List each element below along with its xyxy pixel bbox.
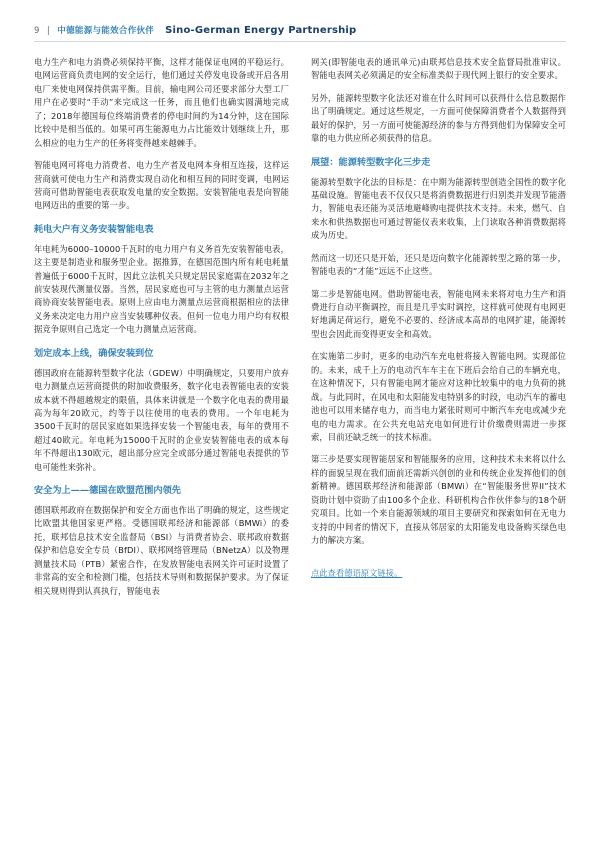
paragraph: 电力生产和电力消费必须保持平衡，这样才能保证电网的平稳运行。电网运营商负责电网的安全运行，他们通过关停发电设备或开启各用电厂来使电网保持供需平衡。目前，输电网公司还要求部分大型工厂用户在必要时“手动”来完成这一任务，而且他们也确实圆满地完成了；2018年德国每位终端消费者的停电时间约为14分钟，这在国际比较中是相当低的。如果可再生能源电力占比能效计划继续上升，那么相应的电力生产的任务将变得越来越棘手。 bbox=[34, 57, 289, 148]
paragraph: 第二步是智能电网。借助智能电表，智能电网未来将对电力生产和消费进行自动平衡调控，而且是几乎实时调控，这样就可使现有电网更好地满足荷运行，避免不必要的、经济成本高昂的电网扩建，能源转型也会因此而变得更安全和高效。 bbox=[311, 288, 566, 339]
paragraph: 德国政府在能源转型数字化法（GDEW）中明确规定，只要用户放弃电力测量点运营商提供的附加收费服务，数字化电表智能电表的安装成本就不得超越规定的限值，具体来讲就是一个数字化电表的费用最高为每年20欧元，约等于以往使用的电表的费用。一个年电耗为3500千瓦时的居民家庭如果选择安装一个智能电表，每年的费用不超过40欧元。年电耗为15000千瓦时的企业安装智能电表的成本每年不得超出130欧元，超出部分应完全或部分通过智能电表提供的节电可能性来弥补。 bbox=[34, 367, 289, 472]
page-header bbox=[34, 0, 566, 42]
paragraph: 然而这一切还只是开始，还只是迈向数字化能源转型之路的第一步，智能电表的“才能”远远不止这些。 bbox=[311, 252, 566, 277]
left-column bbox=[34, 56, 289, 607]
paragraph: 另外，能源转型数字化法还对谁在什么时间可以获得什么信息数据作出了明确规定。通过这些规定，一方面可使保障消费者个人数据得到最好的保护，另一方面可使能源经济的参与方得到他们为保障安全可靠的电力供应所必须获得的信息。 bbox=[311, 92, 566, 144]
two-column-layout bbox=[0, 42, 600, 607]
section-heading: 展望：能源转型数字化三步走 bbox=[311, 156, 431, 168]
paragraph: 年电耗为6000–10000千瓦时的电力用户有义务首先安装智能电表，这主要是制造业和服务型企业。据推算，在德国范围内所有耗电耗量普遍低于6000千瓦时，因此立法机关只规定居民家庭需在2032年之前安装现代测量仪器。当然，居民家庭也可与主管的电力测量点运营商协商安装智能电表。原则上应由电力测量点运营商根据相应的法律义务来决定电力用户应当安装哪种仪表。但何一位电力用户均有权根据竞争原则自己选定一个电力测量点运营商。 bbox=[34, 243, 289, 335]
header-title-chinese: 中德能源与能效合作伙伴 bbox=[57, 26, 155, 36]
paragraph: 智能电网可将电力消费者、电力生产者及电网本身相互连接，这样运营商就可使电力生产和消费实现自动化和相互间的同时变调，电网运营商可借助智能电表获取发电量的安全数据。安装智能电表是向智能电网迈出的重要的第一步。 bbox=[34, 160, 289, 211]
source-link[interactable]: 点此查看德语原文链接。 bbox=[311, 568, 403, 579]
header-title-english: Sino-German Energy Partnership bbox=[165, 25, 357, 36]
right-column bbox=[311, 56, 566, 607]
section-heading: 划定成本上线，确保安装到位 bbox=[34, 347, 154, 359]
paragraph: 网关(即智能电表的通讯单元)由联邦信息技术安全监督局批准审议。智能电表网关必须满足的安全标准类似于现代网上银行的安全要求。 bbox=[311, 57, 566, 81]
paragraph: 在实施第二步时，更多的电动汽车充电桩将接入智能电网。实现部位的。未来，成千上万的电动汽车车主在下班后会给自己的车辆充电，在这种情况下，只有智能电网才能应对这种比较集中的电力负荷的挑战。与此同时，在风电和太阳能发电特别多的时段，电动汽车的蓄电池也可以用来储存电力，而当电力紧张时则可中断汽车充电或减少充电的电力需求。在公共充电站充电如何进行计价缴费则需进一步探索，目前还缺乏统一的技术标准。 bbox=[311, 351, 566, 442]
paragraph: 能源转型数字化法的目标是：在中期为能源转型创造全国性的数字化基础设施。智能电表不仅仅只是将消费数据进行归别类并发现节能潜力，智能电表还能为灵活地避峰购电提供技术支持。未来，燃气、自来水和供热数据也可通过智能仪表来收集，上门读取各种消费数据将成为历史。 bbox=[311, 176, 566, 241]
page-number: 9 bbox=[34, 26, 40, 36]
paragraph: 德国联邦政府在数据保护和安全方面也作出了明确的规定，这些规定比欧盟其他国家更严格。受德国联邦经济和能源部（BMWi）的委托，联邦信息技术安全监督局（BSI）与消费者协会、联邦政府数据保护和信息安全专员（BfDI）、联邦网络管理局（BNetzA）以及物理测量技术局（PTB）紧密合作，在发放智能电表网关许可证时设置了非常高的安全和检测门槛，包括技术导则和数据保护要求。为了保证相关规则得到认真执行，智能电表 bbox=[34, 505, 289, 596]
section-heading: 安全为上——德国在欧盟范围内领先 bbox=[34, 485, 181, 497]
paragraph: 第三步是要实现智能居家和智能服务的应用，这种技术未来将以什么样的面貌呈现在我们面前还需新兴创创的业和传统企业发挥他们的创新精神。德国联邦经济和能源部（BMWi）在“智能服务世界II”技术资助计划中资助了由100多个企业、科研机构合作伙伴参与的18个研究项目。比如一个来自能源领域的项目主要研究和探索如何在无电力支持的中间者的情况下，直接从邻居家的太阳能发电设备购买绿色电力的解决方案。 bbox=[311, 454, 566, 545]
header-separator: | bbox=[46, 26, 51, 36]
section-heading: 耗电大户有义务安装智能电表 bbox=[34, 223, 154, 235]
